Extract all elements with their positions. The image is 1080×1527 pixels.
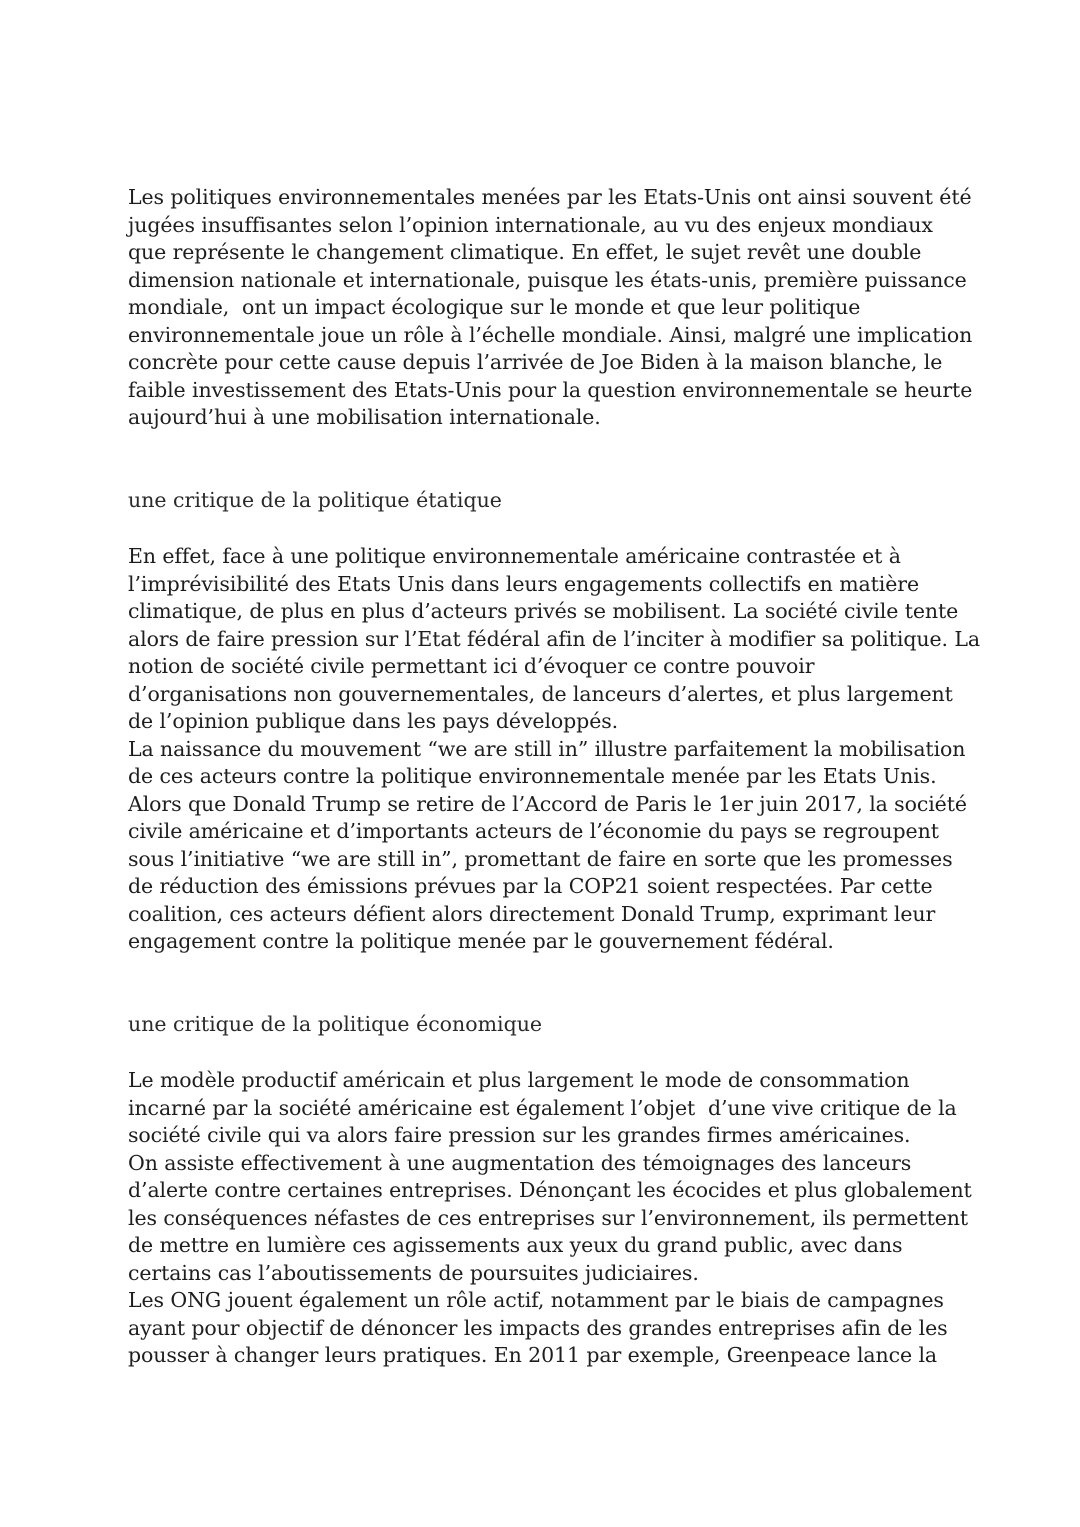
section-heading-state-policy: une critique de la politique étatique	[128, 487, 502, 512]
text-line: que représente le changement climatique. En effet, le sujet revêt une double	[128, 240, 922, 264]
text-line: Le modèle productif américain et plus largement le mode de consommation	[128, 1068, 910, 1092]
document-body	[128, 184, 980, 1370]
text-line: dimension nationale et internationale, puisque les états-unis, première puissance	[128, 267, 967, 292]
text-line: notion de société civile permettant ici d’évoquer ce contre pouvoir	[128, 654, 815, 678]
text-line: concrète pour cette cause depuis l’arrivée de Joe Biden à la maison blanche, le	[128, 350, 943, 374]
section-economic-policy-paragraph	[128, 1067, 972, 1370]
spacer	[128, 956, 958, 1011]
section-state-policy-paragraph	[128, 543, 980, 956]
text-line: civile américaine et d’importants acteurs de l’économie du pays se regroupent	[128, 819, 939, 843]
text-line: incarné par la société américaine est également l’objet d’une vive critique de la	[128, 1095, 957, 1120]
intro-paragraph	[128, 184, 973, 432]
text-line: société civile qui va alors faire pression sur les grandes firmes américaines.	[128, 1123, 911, 1147]
spacer	[128, 514, 958, 543]
text-line: aujourd’hui à une mobilisation internationale.	[128, 405, 601, 429]
text-line: faible investissement des Etats-Unis pour la question environnementale se heurte	[128, 377, 973, 402]
text-line: pousser à changer leurs pratiques. En 2011 par exemple, Greenpeace lance la	[128, 1343, 938, 1367]
text-line: ayant pour objectif de dénoncer les impacts des grandes entreprises afin de les	[128, 1315, 948, 1340]
text-line: de mettre en lumière ces agissements aux yeux du grand public, avec dans	[128, 1233, 903, 1257]
text-line: de l’opinion publique dans les pays développés.	[128, 709, 619, 733]
text-line: Alors que Donald Trump se retire de l’Accord de Paris le 1er juin 2017, la société	[128, 791, 967, 816]
text-line: sous l’initiative “we are still in”, promettant de faire en sorte que les promesses	[128, 846, 953, 871]
text-line: engagement contre la politique menée par le gouvernement fédéral.	[128, 929, 834, 953]
text-line: certains cas l’aboutissements de poursuites judiciaires.	[128, 1260, 699, 1285]
text-line: jugées insuffisantes selon l’opinion internationale, au vu des enjeux mondiaux	[128, 212, 933, 237]
spacer	[128, 1038, 958, 1067]
text-line: Les ONG jouent également un rôle actif, notamment par le biais de campagnes	[128, 1288, 944, 1312]
text-line: En effet, face à une politique environnementale américaine contrastée et à	[128, 544, 901, 568]
text-line: de réduction des émissions prévues par la COP21 soient respectées. Par cette	[128, 874, 933, 898]
text-line: La naissance du mouvement “we are still in” illustre parfaitement la mobilisation	[128, 736, 966, 761]
text-line: les conséquences néfastes de ces entreprises sur l’environnement, ils permettent	[128, 1205, 969, 1230]
text-line: d’organisations non gouvernementales, de lanceurs d’alertes, et plus largement	[128, 681, 953, 706]
text-line: On assiste effectivement à une augmentation des témoignages des lanceurs	[128, 1150, 912, 1175]
text-line: environnementale joue un rôle à l’échelle mondiale. Ainsi, malgré une implication	[128, 322, 973, 347]
text-line: l’imprévisibilité des Etats Unis dans leurs engagements collectifs en matière	[128, 571, 920, 596]
text-line: d’alerte contre certaines entreprises. Dénonçant les écocides et plus globalement	[128, 1178, 972, 1202]
spacer	[128, 432, 958, 487]
text-line: mondiale, ont un impact écologique sur le monde et que leur politique	[128, 295, 861, 319]
text-line: alors de faire pression sur l’Etat fédéral afin de l’inciter à modifier sa politique. La	[128, 626, 980, 651]
text-line: de ces acteurs contre la politique environnementale menée par les Etats Unis.	[128, 764, 937, 788]
text-line: climatique, de plus en plus d’acteurs privés se mobilisent. La société civile tente	[128, 599, 959, 623]
text-line: coalition, ces acteurs défient alors directement Donald Trump, exprimant leur	[128, 901, 936, 926]
section-heading-economic-policy: une critique de la politique économique	[128, 1011, 543, 1036]
text-line: Les politiques environnementales menées par les Etats-Unis ont ainsi souvent été	[128, 185, 972, 209]
